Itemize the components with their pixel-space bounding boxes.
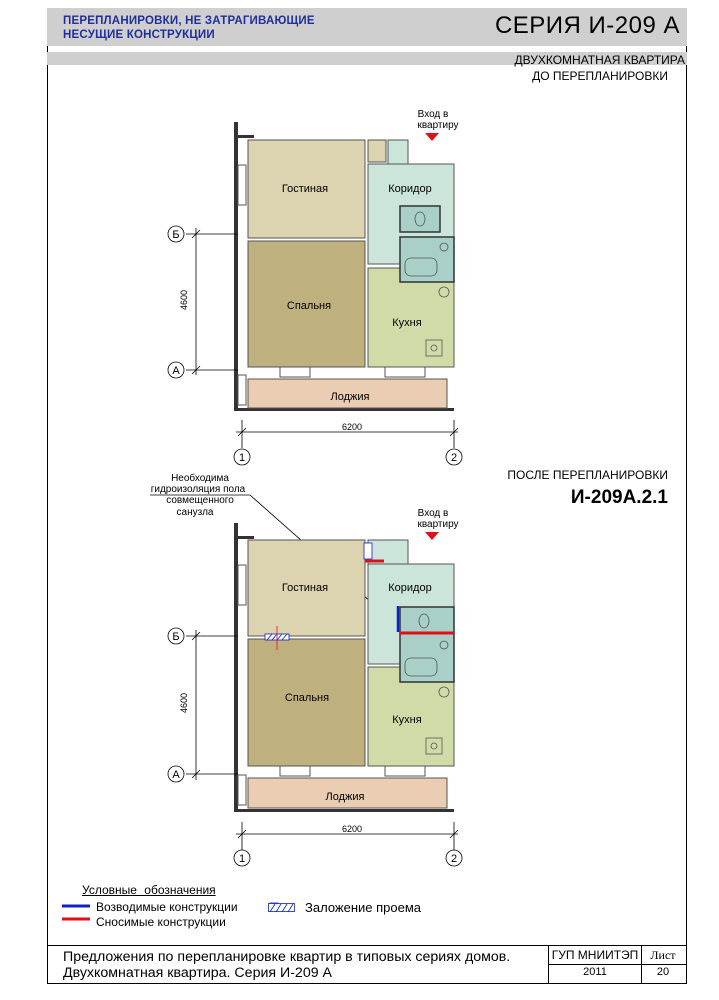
dim-horizontal-before: 6200 [341, 422, 363, 432]
entrance-arrow-after [425, 532, 439, 540]
label-bedroom-before: Спальня [286, 300, 332, 312]
label-living-before: Гостиная [281, 183, 329, 195]
axis-1-after: 1 [238, 853, 246, 865]
legend-demolished-label: Сносимые конструкции [96, 915, 226, 929]
footer-mid-line [548, 964, 686, 965]
series-title: СЕРИЯ И-209 А [494, 12, 680, 39]
label-corridor-after: Коридор [388, 582, 432, 594]
axis-2-after: 2 [450, 853, 458, 865]
axis-b-after: Б [172, 631, 180, 643]
footer-description [63, 949, 553, 981]
legend-erected-label: Возводимые конструкции [96, 900, 238, 914]
dim-vertical-after: 4600 [179, 692, 189, 714]
entrance-label-1-after: Вход в [417, 508, 449, 519]
footer-description-line1: Предложения по перепланировке квартир в типовых сериях домов. [63, 949, 511, 965]
floor-plan-after [0, 470, 719, 875]
header-title-line2: НЕСУЩИЕ КОНСТРУКЦИИ [63, 29, 215, 41]
room-pantry [368, 140, 386, 162]
footer-description-line2: Двухкомнатная квартира. Серия И-209 А [63, 965, 333, 981]
footer-organization: ГУП МНИИТЭП [551, 948, 639, 962]
apartment-type: ДВУХКОМНАТНАЯ КВАРТИРА [514, 53, 685, 67]
header-title-line1: ПЕРЕПЛАНИРОВКИ, НЕ ЗАТРАГИВАЮЩИЕ [63, 15, 315, 27]
footer-top-line [47, 945, 687, 946]
dim-vertical-before: 4600 [179, 289, 189, 311]
axis-b-before: Б [172, 229, 180, 241]
label-bedroom-after: Спальня [284, 692, 330, 704]
label-living-after: Гостиная [281, 582, 329, 594]
axis-a-before: А [172, 365, 180, 377]
before-label: ДО ПЕРЕПЛАНИРОВКИ [532, 69, 668, 83]
room-wc [400, 206, 440, 232]
label-loggia-after: Лоджия [325, 791, 365, 803]
dimension-vertical-before [186, 228, 238, 375]
note-line3: совмещенного [166, 495, 234, 506]
footer-bottom-line [47, 983, 687, 984]
note-line1: Необходима [171, 473, 229, 484]
dim-horizontal-after: 6200 [341, 824, 363, 834]
note-line4: санузла [176, 507, 214, 518]
footer-year: 2011 [583, 966, 607, 978]
label-kitchen-before: Кухня [392, 317, 422, 329]
room-combined-bath-after [400, 607, 454, 682]
legend-opening-hatch [268, 903, 296, 913]
label-corridor-before: Коридор [388, 183, 432, 195]
entrance-arrow-before [425, 133, 439, 141]
note-line2: гидроизоляция пола [150, 484, 246, 495]
axis-1-before: 1 [238, 452, 246, 464]
dimension-vertical-after [186, 630, 238, 780]
entrance-label-2-before: квартиру [417, 120, 459, 131]
legend-title: Условные обозначения [82, 883, 216, 897]
variant-label: И-209А.2.1 [570, 487, 668, 508]
entrance-label-2-after: квартиру [417, 519, 459, 530]
entrance-label-1-before: Вход в [417, 109, 449, 120]
footer-sheet-number: 20 [656, 966, 670, 978]
axis-a-after: А [172, 769, 180, 781]
footer-sheet-label: Лист [650, 948, 676, 962]
room-entry [388, 140, 408, 164]
after-label: ПОСЛЕ ПЕРЕПЛАНИРОВКИ [507, 468, 668, 482]
floor-plan-before [0, 0, 719, 470]
label-loggia-before: Лоджия [330, 391, 370, 403]
label-kitchen-after: Кухня [392, 714, 422, 726]
axis-2-before: 2 [450, 452, 458, 464]
legend-opening-label: Заложение проема [305, 900, 422, 915]
